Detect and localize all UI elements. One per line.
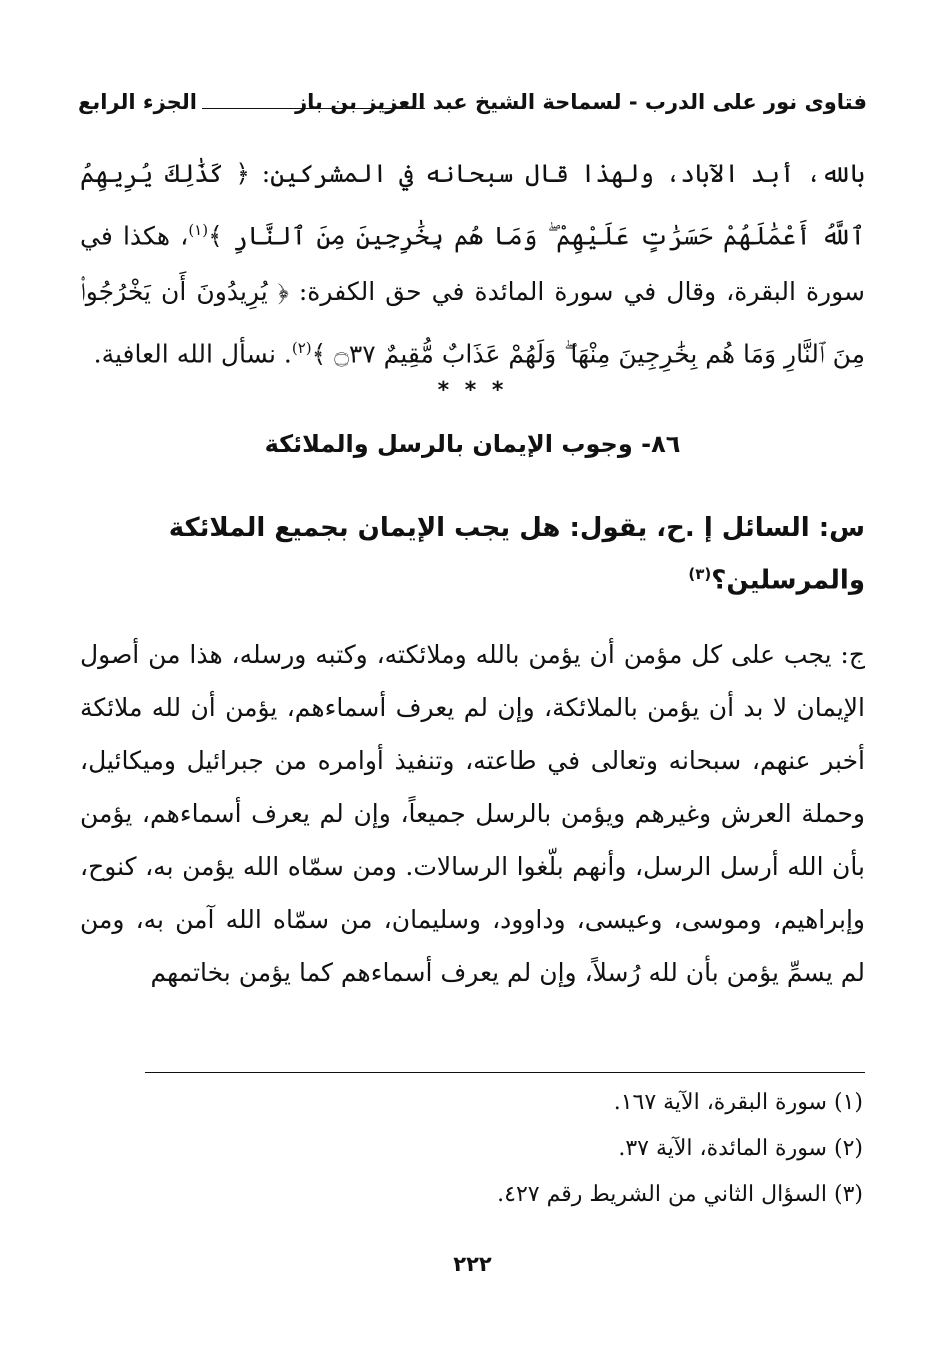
answer-paragraph: ج: يجب على كل مؤمن أن يؤمن بالله وملائكته، وكتبه ورسله، هذا من أصول الإيمان لا بد أن يؤمن بالملائكة، وإن لم يعرف أسماءهم، يؤمن أن لله ملائكة أخبر عنهم، سبحانه وتعالى في طاعته، وتنفيذ أوامره من جبرائيل وميكائيل، وحملة العرش وغيرهم ويؤمن بالرسل جميعاً، وإن لم يعرف أسماءهم، يؤمن بأن الله أرسل الرسل، وأنهم بلّغوا الرسالات. ومن سمّاه الله يؤمن به، كنوح، وإبراهيم، وموسى، وعيسى، وداوود، وسليمان، من سمّاه الله آمن به، ومن لم يسمِّ يؤمن بأن لله رُسلاً، وإن لم يعرف أسماءهم كما يؤمن بخاتمهم — [80, 640, 865, 987]
intro-text-middle: ، هكذا في سورة البقرة، وقال في سورة المائدة في حق الكفرة: ﴿ يُرِيدُونَ أَن يَخْرُجُوا۟ مِنَ ٱلنَّارِ وَمَا هُم بِخَٰرِجِينَ مِنْهَا ۖ وَلَهُمْ عَذَابٌ مُّقِيمٌ ۝٣٧ ﴾ — [80, 221, 865, 369]
question-text: س: السائل إ .ح، يقول: هل يجب الإيمان بجميع الملائكة والمرسلين؟ — [168, 513, 865, 596]
footnote-ref-2: (٢) — [291, 339, 312, 358]
volume-label: الجزء الرابع — [78, 90, 197, 114]
footnotes — [80, 1080, 863, 1218]
intro-block — [80, 146, 865, 383]
book-title: فتاوى نور على الدرب - لسماحة الشيخ عبد العزيز بن باز — [295, 90, 867, 114]
answer-block — [80, 628, 865, 999]
footnote-2: (٢) سورة المائدة، الآية ٣٧. — [618, 1136, 863, 1161]
section-heading: ٨٦- وجوب الإيمان بالرسل والملائكة — [264, 430, 681, 458]
question-block — [80, 505, 865, 604]
header-rule — [202, 108, 425, 109]
footnote-divider — [145, 1072, 865, 1073]
footnote-ref-3: (٣) — [688, 565, 712, 583]
intro-text-end: . نسأل الله العافية. — [93, 339, 292, 369]
intro-text-start: بالله، أبد الآباد، ولهذا قال سبحانه في المشركين: ﴿ كَذَٰلِكَ يُرِيهِمُ ٱللَّهُ أَعْمَٰلَهُمْ حَسَرَٰتٍ عَلَيْهِمْ ۖ وَمَا هُم بِخَٰرِجِينَ مِنَ ٱلنَّارِ ﴾ — [80, 159, 865, 251]
section-separator: * * * — [437, 378, 508, 403]
footnote-1: (١) سورة البقرة، الآية ١٦٧. — [613, 1090, 863, 1115]
intro-paragraph — [80, 146, 865, 383]
page-number: ٢٢٢ — [453, 1252, 492, 1276]
footnote-ref-1: (١) — [188, 221, 209, 239]
running-header — [78, 86, 867, 126]
footnote-3: (٣) السؤال الثاني من الشريط رقم ٤٢٧. — [497, 1182, 863, 1207]
